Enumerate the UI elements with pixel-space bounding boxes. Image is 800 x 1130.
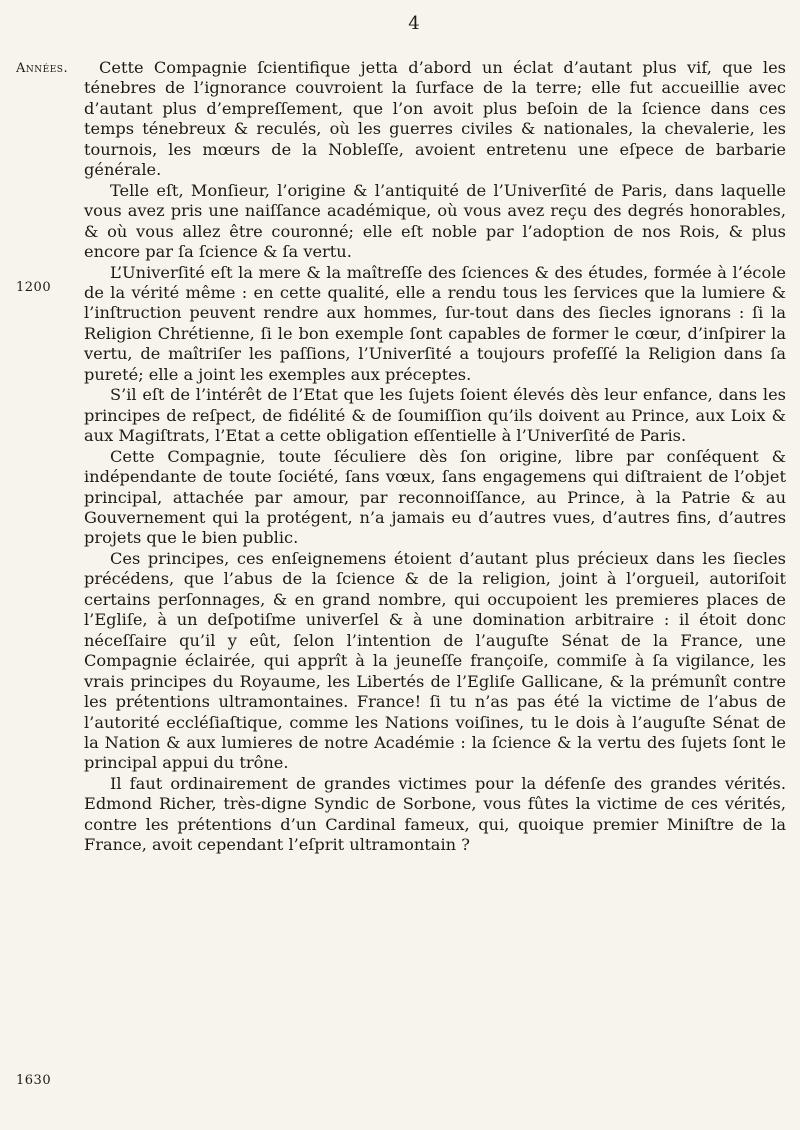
margin-note-year-1200: 1200 [16, 280, 52, 295]
paragraph-3: L’Univerſité eſt la mere & la maîtreſſe des ſciences & des études, formée à l’école de la vérité même : en cette qualité, elle a rendu tous les ſervices que la lumiere & l’inſtruction peuvent rendre aux hommes, ſur-tout dans des ſiecles ignorans : ſi la Religion Chrétienne, ſi le bon exemple ſont capables de former le cœur, d’inſpirer la vertu, de maîtriſer les paſſions, l’Univerſité a toujours profeſſé la Religion dans ſa pureté; elle a joint les exemples aux préceptes. [84, 262, 786, 384]
margin-note-annees: Années. [16, 61, 69, 76]
paragraph-6: Ces principes, ces enſeignemens étoient d’autant plus précieux dans les ſiecles précédens, que l’abus de la ſcience & de la religion, joint à l’orgueil, autoriſoit certains perſonnages, & en grand nombre, qui occupoient les premieres places de l’Egliſe, à un deſpotiſme univerſel & à une domination arbitraire : il étoit donc néceſſaire qu’il y eût, ſelon l’intention de l’auguſte Sénat de la France, une Compagnie éclairée, qui apprît à la jeuneſſe françoiſe, commiſe à ſa vigilance, les vrais principes du Royaume, les Libertés de l’Egliſe Gallicane, & la prémunît contre les prétentions ultramontaines. France! ſi tu n’as pas été la victime de l’abus de l’autorité eccléſiaſtique, comme les Nations voiſines, tu le dois à l’auguſte Sénat de la Nation & aux lumieres de notre Académie : la ſcience & la vertu des ſujets ſont le principal appui du trône. [84, 548, 786, 773]
body-text [84, 58, 786, 856]
page-number: 4 [408, 13, 420, 34]
paragraph-7: Il faut ordinairement de grandes victimes pour la défenſe des grandes vérités. Edmond Richer, très-digne Syndic de Sorbone, vous fûtes la victime de ces vérités, contre les prétentions d’un Cardinal fameux, qui, quoique premier Miniſtre de la France, avoit cependant l’eſprit ultramontain ? [84, 773, 786, 855]
paragraph-4: S’il eſt de l’intérêt de l’Etat que les ſujets ſoient élevés dès leur enfance, dans les principes de reſpect, de fidélité & de ſoumiſſion qu’ils doivent au Prince, aux Loix & aux Magiſtrats, l’Etat a cette obligation eſſentielle à l’Univerſité de Paris. [84, 385, 786, 446]
margin-note-year-1630: 1630 [16, 1073, 52, 1088]
paragraph-1: Cette Compagnie ſcientifique jetta d’abord un éclat d’autant plus vif, que les ténebres de l’ignorance couvroient la ſurface de la terre; elle fut accueillie avec d’autant plus d’empreſſement, que l’on avoit plus beſoin de la ſcience dans ces temps ténebreux & reculés, où les guerres civiles & nationales, la chevalerie, les tournois, les mœurs de la Nobleſſe, avoient entretenu une eſpece de barbarie générale. [84, 58, 786, 180]
paragraph-2: Telle eſt, Monſieur, l’origine & l’antiquité de l’Univerſité de Paris, dans laquelle vous avez pris une naiſſance académique, où vous avez reçu des degrés honorables, & où vous allez être couronné; elle eſt noble par l’adoption de nos Rois, & plus encore par ſa ſcience & ſa vertu. [84, 180, 786, 262]
paragraph-5: Cette Compagnie, toute ſéculiere dès ſon origine, libre par conſéquent & indépendante de toute ſociété, ſans vœux, ſans engagemens qui diſtraient de l’objet principal, attachée par amour, par reconnoiſſance, au Prince, à la Patrie & au Gouvernement qui la protégent, n’a jamais eu d’autres vues, d’autres fins, d’autres projets que le bien public. [84, 446, 786, 548]
